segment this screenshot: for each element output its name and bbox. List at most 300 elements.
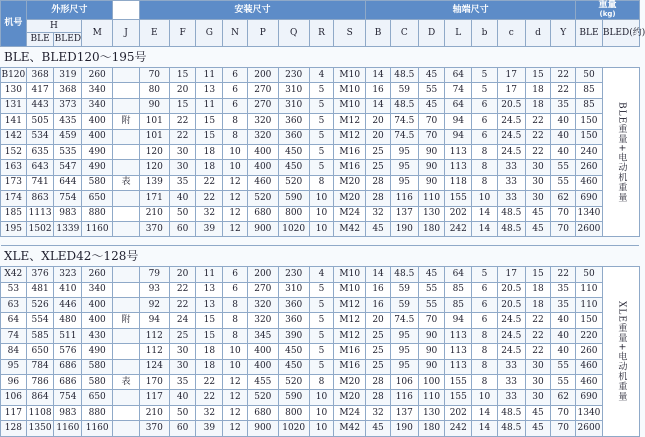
table-cell: 30 [169, 359, 196, 374]
table-cell: 5 [309, 359, 334, 374]
table-cell: 22 [169, 114, 196, 129]
table-cell: 5 [309, 144, 334, 159]
table-cell: 1339 [54, 221, 82, 236]
table-cell: 6 [472, 98, 498, 113]
table-cell: 152 [1, 144, 27, 159]
table-cell: 93 [139, 282, 169, 297]
cell-j [113, 68, 140, 83]
table-cell: 11 [196, 68, 223, 83]
weight-cell: 460 [576, 359, 603, 374]
col-m: M [82, 20, 113, 47]
table-cell: 48.5 [390, 98, 418, 113]
table-cell: 5 [309, 313, 334, 328]
table-cell: 70 [418, 114, 445, 129]
table-cell: 95 [390, 144, 418, 159]
table-cell: 185 [1, 206, 27, 221]
weight-cell: 150 [576, 114, 603, 129]
table-cell: 25 [366, 344, 391, 359]
table-cell: 8 [223, 328, 248, 343]
table-cell: 260 [82, 267, 113, 282]
table-cell: 585 [26, 328, 54, 343]
table-cell: 22 [196, 175, 223, 190]
table-cell: 481 [26, 282, 54, 297]
table-cell: 130 [1, 83, 27, 98]
table-cell: 459 [54, 129, 82, 144]
table-cell: 13 [196, 282, 223, 297]
table-cell: 62 [551, 191, 576, 206]
table-cell: 28 [366, 175, 391, 190]
weight-cell: 150 [576, 313, 603, 328]
table-cell: 22 [525, 129, 551, 144]
table-cell: M42 [334, 221, 366, 236]
table-cell: 124 [139, 359, 169, 374]
col-y: Y [551, 20, 576, 47]
table-cell: 30 [169, 344, 196, 359]
table-cell: 1502 [26, 221, 54, 236]
table-cell: 40 [169, 390, 196, 405]
table-cell: 340 [82, 98, 113, 113]
cell-j: 附 [113, 114, 140, 129]
table-cell: 22 [169, 129, 196, 144]
table-cell: M10 [334, 68, 366, 83]
col-f: F [169, 20, 196, 47]
table-cell: 95 [390, 160, 418, 175]
table-cell: 74 [445, 83, 472, 98]
table-cell: 6 [472, 114, 498, 129]
table-cell: 680 [247, 206, 278, 221]
table-cell: 10 [309, 221, 334, 236]
table-row [1, 359, 640, 374]
table-cell: 90 [418, 344, 445, 359]
table-cell: 113 [445, 144, 472, 159]
col-h-bled: BLED [54, 33, 82, 47]
table-row [1, 298, 640, 313]
table-cell: 15 [525, 68, 551, 83]
cell-j [113, 344, 140, 359]
table-cell: 320 [247, 298, 278, 313]
table-cell: 59 [390, 298, 418, 313]
table-cell: 554 [26, 313, 54, 328]
table-cell: 40 [551, 313, 576, 328]
table-cell: 116 [390, 191, 418, 206]
table-cell: 118 [445, 175, 472, 190]
table-cell: 450 [278, 359, 309, 374]
table-cell: 48.5 [497, 405, 525, 420]
table-cell: 30 [525, 359, 551, 374]
table-cell: 5 [309, 114, 334, 129]
table-cell: M12 [334, 313, 366, 328]
table-cell: 20 [366, 129, 391, 144]
table-cell: 6 [223, 282, 248, 297]
table-row [1, 390, 640, 405]
table-cell: 18 [196, 359, 223, 374]
table-cell: 4 [309, 68, 334, 83]
table-cell: 180 [418, 221, 445, 236]
cell-j [113, 421, 140, 436]
col-e: E [139, 20, 169, 47]
table-cell: M16 [334, 144, 366, 159]
table-cell: 45 [525, 405, 551, 420]
table-cell: 24 [169, 313, 196, 328]
table-cell: 22 [525, 313, 551, 328]
table-cell: M20 [334, 191, 366, 206]
table-cell: 650 [82, 390, 113, 405]
table-cell: 13 [196, 298, 223, 313]
table-cell: 101 [139, 129, 169, 144]
table-cell: 113 [445, 344, 472, 359]
table-cell: 48.5 [390, 68, 418, 83]
table-cell: 400 [82, 129, 113, 144]
table-cell: 20.5 [497, 282, 525, 297]
table-cell: 4 [309, 267, 334, 282]
col-j: J [113, 20, 140, 47]
table-cell: 20 [169, 83, 196, 98]
table-cell: 14 [366, 68, 391, 83]
table-cell: 417 [26, 83, 54, 98]
section-title: BLE、BLED120～195号 [1, 47, 640, 68]
header-install: 安装尺寸 [139, 1, 365, 20]
table-cell: 754 [54, 390, 82, 405]
table-cell: 112 [139, 344, 169, 359]
weight-cell: 240 [576, 144, 603, 159]
table-cell: 32 [196, 405, 223, 420]
table-cell: 1160 [54, 421, 82, 436]
table-cell: 59 [390, 282, 418, 297]
table-header [1, 0, 645, 47]
col-b-low: b [472, 20, 498, 47]
weight-cell: 1340 [576, 405, 603, 420]
table-cell: 590 [278, 390, 309, 405]
table-cell: 55 [418, 282, 445, 297]
table-row [1, 83, 640, 98]
cell-j [113, 267, 140, 282]
cell-j [113, 359, 140, 374]
table-cell: 686 [54, 359, 82, 374]
table-cell: 40 [551, 144, 576, 159]
table-cell: 526 [26, 298, 54, 313]
table-cell: 141 [1, 114, 27, 129]
table-cell: 22 [525, 328, 551, 343]
table-row [1, 313, 640, 328]
weight-cell: 50 [576, 267, 603, 282]
table-cell: 94 [139, 313, 169, 328]
table-cell: 84 [1, 344, 27, 359]
table-cell: M24 [334, 405, 366, 420]
table-cell: 117 [139, 390, 169, 405]
table-cell: 18 [196, 160, 223, 175]
table-cell: 24.5 [497, 114, 525, 129]
table-cell: M12 [334, 114, 366, 129]
table-cell: 10 [223, 344, 248, 359]
table-cell: 880 [82, 206, 113, 221]
table-cell: 70 [551, 221, 576, 236]
table-cell: 323 [54, 267, 82, 282]
table-cell: 1160 [82, 421, 113, 436]
cell-j [113, 83, 140, 98]
table-cell: 8 [309, 175, 334, 190]
table-cell: 15 [196, 328, 223, 343]
table-cell: 17 [497, 68, 525, 83]
table-cell: 137 [390, 405, 418, 420]
table-cell: 32 [196, 206, 223, 221]
table-cell: 260 [82, 68, 113, 83]
table-cell: 12 [223, 206, 248, 221]
table-cell: 101 [139, 114, 169, 129]
section-xle [1, 246, 640, 436]
table-cell: 25 [366, 160, 391, 175]
table-cell: 400 [247, 344, 278, 359]
table-cell: 94 [445, 114, 472, 129]
table-cell: M10 [334, 98, 366, 113]
table-cell: 680 [247, 405, 278, 420]
table-cell: 28 [366, 191, 391, 206]
table-cell: 319 [54, 68, 82, 83]
table-cell: 137 [390, 206, 418, 221]
table-cell: 10 [309, 405, 334, 420]
table-cell: 40 [551, 129, 576, 144]
table-cell: 580 [82, 175, 113, 190]
table-cell: 686 [54, 375, 82, 390]
table-cell: 400 [247, 359, 278, 374]
table-cell: 74.5 [390, 129, 418, 144]
table-row [1, 98, 640, 113]
table-cell: 45 [418, 267, 445, 282]
table-cell: 360 [278, 298, 309, 313]
table-cell: 70 [551, 206, 576, 221]
table-cell: 373 [54, 98, 82, 113]
table-cell: 11 [196, 267, 223, 282]
table-row [1, 344, 640, 359]
table-cell: 110 [418, 191, 445, 206]
table-cell: 643 [26, 160, 54, 175]
table-cell: M12 [334, 129, 366, 144]
table-cell: 90 [139, 98, 169, 113]
table-cell: 40 [551, 328, 576, 343]
table-cell: 18 [525, 98, 551, 113]
table-cell: 534 [26, 129, 54, 144]
table-cell: 45 [418, 98, 445, 113]
table-cell: 8 [223, 313, 248, 328]
cell-j [113, 144, 140, 159]
table-cell: 5 [309, 328, 334, 343]
table-cell: 368 [54, 83, 82, 98]
table-cell: 880 [82, 405, 113, 420]
table-cell: 113 [445, 359, 472, 374]
table-cell: 20.5 [497, 298, 525, 313]
table-cell: 644 [54, 175, 82, 190]
table-cell: 345 [247, 328, 278, 343]
cell-j: 表 [113, 375, 140, 390]
table-row [1, 206, 640, 221]
header-outline: 外形尺寸 [26, 1, 112, 20]
table-cell: 142 [1, 129, 27, 144]
table-cell: 520 [278, 375, 309, 390]
table-cell: 130 [418, 405, 445, 420]
table-cell: 310 [278, 98, 309, 113]
table-cell: 60 [169, 221, 196, 236]
table-cell: 10 [309, 191, 334, 206]
table-cell: M10 [334, 282, 366, 297]
table-cell: 12 [223, 421, 248, 436]
table-cell: 786 [26, 375, 54, 390]
table-cell: 22 [196, 375, 223, 390]
table-cell: 6 [223, 98, 248, 113]
table-cell: 33 [497, 191, 525, 206]
table-cell: 48.5 [497, 206, 525, 221]
table-cell: 74 [1, 328, 27, 343]
table-cell: 35 [551, 282, 576, 297]
table-cell: 590 [278, 191, 309, 206]
table-cell: 20 [169, 267, 196, 282]
table-cell: 10 [309, 390, 334, 405]
table-cell: 79 [139, 267, 169, 282]
table-cell: 5 [472, 68, 498, 83]
table-cell: 400 [82, 298, 113, 313]
table-row [1, 191, 640, 206]
table-cell: 173 [1, 175, 27, 190]
table-cell: 863 [26, 191, 54, 206]
table-cell: 18 [196, 344, 223, 359]
table-cell: 33 [497, 175, 525, 190]
table-cell: 120 [139, 160, 169, 175]
table-cell: 22 [525, 114, 551, 129]
cell-j: 表 [113, 175, 140, 190]
weight-note: XLE重量+电动机重量 [602, 267, 639, 436]
table-cell: 5 [309, 129, 334, 144]
table-row [1, 328, 640, 343]
col-weight-bled: BLED(约) [602, 20, 639, 47]
table-cell: 320 [247, 129, 278, 144]
table-cell: 8 [472, 344, 498, 359]
cell-j [113, 129, 140, 144]
table-cell: 12 [223, 405, 248, 420]
cell-j [113, 160, 140, 175]
weight-cell: 85 [576, 83, 603, 98]
table-cell: 50 [169, 405, 196, 420]
table-cell: 390 [278, 328, 309, 343]
table-cell: 15 [525, 267, 551, 282]
table-cell: 10 [472, 191, 498, 206]
table-cell: 18 [525, 282, 551, 297]
col-weight-ble: BLE [576, 20, 603, 47]
col-d-low: d [525, 20, 551, 47]
table-cell: 14 [472, 206, 498, 221]
table-cell: 1020 [278, 221, 309, 236]
table-cell: 18 [525, 298, 551, 313]
col-l-cap: L [445, 20, 472, 47]
cell-j: 附 [113, 313, 140, 328]
table-cell: 30 [525, 175, 551, 190]
table-cell: 983 [54, 206, 82, 221]
table-cell: M20 [334, 390, 366, 405]
table-cell: 95 [390, 344, 418, 359]
table-cell: 17 [497, 83, 525, 98]
table-cell: 455 [247, 375, 278, 390]
table-cell: 547 [54, 160, 82, 175]
table-cell: 18 [525, 83, 551, 98]
table-cell: 70 [139, 68, 169, 83]
table-cell: 14 [472, 421, 498, 436]
table-cell: X42 [1, 267, 27, 282]
cell-j [113, 98, 140, 113]
table-cell: 25 [366, 359, 391, 374]
table-cell: 376 [26, 267, 54, 282]
table-cell: 55 [418, 298, 445, 313]
table-cell: 8 [309, 375, 334, 390]
table-cell: 117 [1, 405, 27, 420]
table-row [1, 175, 640, 190]
table-cell: M16 [334, 160, 366, 175]
table-cell: 8 [472, 144, 498, 159]
table-cell: 40 [169, 191, 196, 206]
table-cell: 55 [551, 160, 576, 175]
table-cell: 55 [551, 175, 576, 190]
table-cell: 130 [418, 206, 445, 221]
table-cell: 6 [472, 298, 498, 313]
table-cell: 106 [1, 390, 27, 405]
table-cell: 400 [82, 114, 113, 129]
table-cell: 6 [472, 313, 498, 328]
table-cell: 180 [418, 421, 445, 436]
table-cell: 45 [366, 221, 391, 236]
table-cell: 131 [1, 98, 27, 113]
table-cell: 24.5 [497, 344, 525, 359]
cell-j [113, 206, 140, 221]
table-cell: 12 [223, 375, 248, 390]
table-cell: 10 [472, 390, 498, 405]
table-cell: 40 [551, 344, 576, 359]
table-cell: 446 [54, 298, 82, 313]
table-cell: 535 [54, 144, 82, 159]
table-cell: 28 [366, 375, 391, 390]
table-cell: 94 [445, 313, 472, 328]
weight-cell: 460 [576, 375, 603, 390]
table-cell: 33 [497, 160, 525, 175]
weight-cell: 220 [576, 328, 603, 343]
table-cell: 580 [82, 375, 113, 390]
table-cell: 12 [223, 390, 248, 405]
table-cell: 20 [366, 313, 391, 328]
table-cell: 18 [196, 144, 223, 159]
table-cell: 60 [169, 421, 196, 436]
table-cell: 100 [418, 375, 445, 390]
weight-cell: 690 [576, 390, 603, 405]
table-cell: 70 [418, 129, 445, 144]
table-cell: 340 [82, 282, 113, 297]
table-cell: 15 [169, 68, 196, 83]
table-cell: 8 [472, 160, 498, 175]
table-cell: 116 [390, 390, 418, 405]
col-q: Q [278, 20, 309, 47]
table-cell: 490 [82, 144, 113, 159]
table-cell: 24.5 [497, 328, 525, 343]
table-cell: 64 [1, 313, 27, 328]
table-cell: 30 [169, 144, 196, 159]
table-cell: 210 [139, 405, 169, 420]
table-cell: 32 [366, 206, 391, 221]
table-cell: 155 [445, 375, 472, 390]
table-cell: 741 [26, 175, 54, 190]
table-cell: 90 [418, 359, 445, 374]
cell-j [113, 328, 140, 343]
table-cell: 784 [26, 359, 54, 374]
table-cell: 45 [525, 221, 551, 236]
table-cell: 11 [196, 98, 223, 113]
table-cell: 230 [278, 267, 309, 282]
table-cell: 5 [309, 98, 334, 113]
table-cell: 15 [196, 114, 223, 129]
table-cell: 35 [169, 175, 196, 190]
